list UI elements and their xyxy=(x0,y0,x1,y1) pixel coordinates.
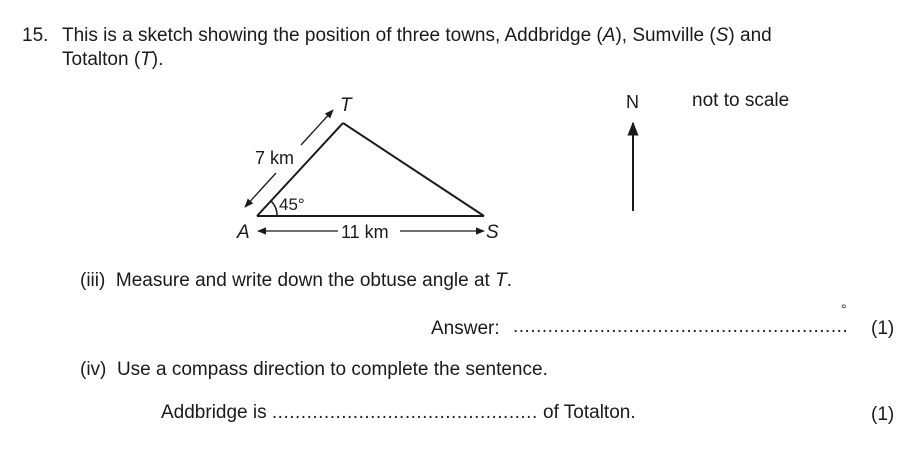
answer-input-dots[interactable]: .......................................................... xyxy=(513,316,849,337)
part-iv-prefix: (iv) xyxy=(80,359,107,380)
north-label: N xyxy=(626,92,639,112)
label-s: S xyxy=(486,222,499,243)
direction-input-dots[interactable]: .............................................. xyxy=(271,402,538,423)
part-iv-prompt: (iv) Use a compass direction to complete the sentence. xyxy=(80,359,548,380)
degree-symbol: ° xyxy=(841,301,847,317)
answer-label: Answer: xyxy=(431,318,500,339)
label-t: T xyxy=(340,95,352,116)
question-stem-line2: Totalton (T). xyxy=(62,49,164,70)
angle-arc-a xyxy=(271,201,277,216)
label-distance-at: 7 km xyxy=(255,148,295,168)
not-to-scale-note: not to scale xyxy=(692,90,790,111)
question-stem-line1: This is a sketch showing the position of three towns, Addbridge (A), Sumville (S) and xyxy=(62,25,772,46)
marks-iii: (1) xyxy=(871,318,895,339)
label-a: A xyxy=(237,222,250,243)
label-angle-a: 45° xyxy=(279,195,305,214)
side-t-s xyxy=(343,123,484,216)
completion-sentence: Addbridge is .............................................. of Totalton. xyxy=(161,402,636,423)
part-iii-prefix: (iii) xyxy=(80,270,106,291)
part-iii-prompt: (iii) Measure and write down the obtuse angle at T. xyxy=(80,270,512,291)
label-distance-as: 11 km xyxy=(341,222,389,242)
marks-iv: (1) xyxy=(871,404,895,425)
question-number: 15. xyxy=(22,25,49,46)
